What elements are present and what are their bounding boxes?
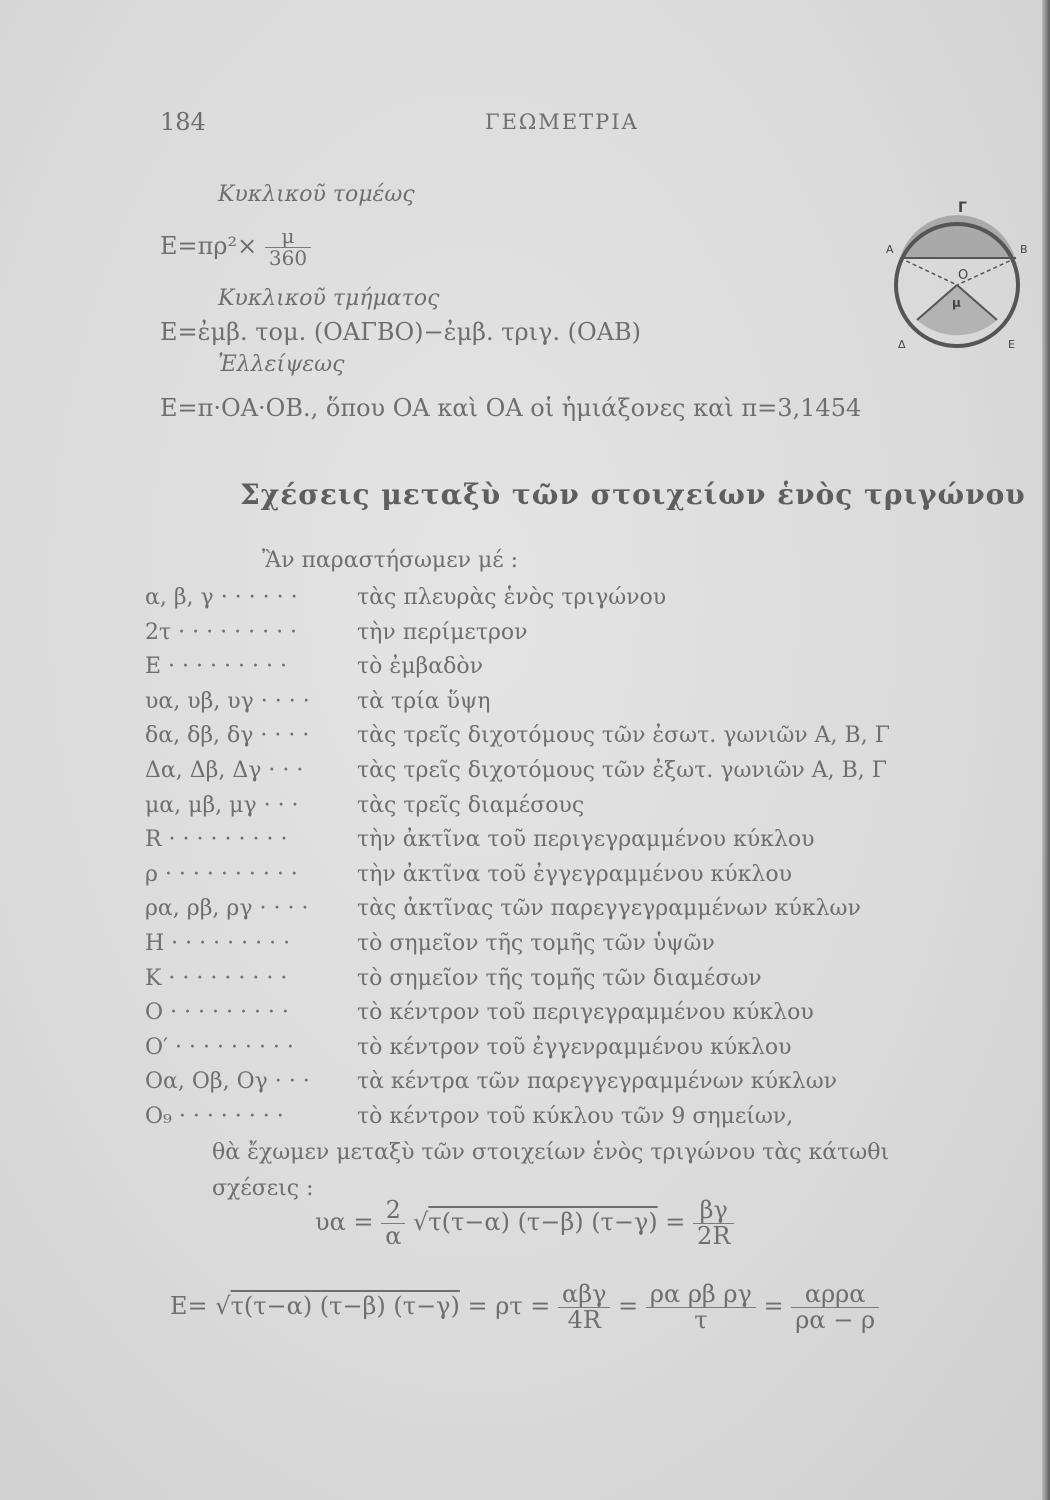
binding-edge-shadow (1042, 0, 1050, 1500)
symbol-term: Ο₉ · · · · · · · · (145, 1104, 284, 1129)
eq1-rnum: βγ (693, 1198, 734, 1224)
symbol-term: δα, δβ, δγ · · · · (145, 723, 310, 749)
symbol-row (145, 1104, 1025, 1136)
eq1-den: α (385, 1222, 402, 1251)
symbol-description: τὸ κέντρον τοῦ ἐγγενραμμένου κύκλου (357, 1034, 792, 1060)
label-a: Α (886, 243, 894, 256)
symbol-description: τὸ σημεῖον τῆς τομῆς τῶν διαμέσων (357, 965, 762, 991)
eq2-lhs: Ε= (170, 1292, 208, 1321)
symbol-row (145, 793, 1025, 825)
symbol-description: τὴν ἀκτῖνα τοῦ περιγεγραμμένου κύκλου (357, 827, 815, 853)
symbol-description: τὰς τρεῖς διαμέσους (357, 792, 585, 818)
ellipse-formula: Ε=π·ΟΑ·ΟΒ., ὅπου ΟΑ καὶ ΟΑ οἱ ἡμιάξονες καὶ π=3,1454 (160, 394, 862, 422)
symbol-description: τὸ κέντρον τοῦ περιγεγραμμένου κύκλου (357, 1000, 814, 1026)
symbol-term: υα, υβ, υγ · · · · (145, 688, 310, 714)
label-gamma: Γ (958, 200, 967, 216)
eq1-root: √τ(τ−α) (τ−β) (τ−γ) (413, 1208, 658, 1237)
symbol-term: ρα, ρβ, ργ · · · · (145, 896, 309, 922)
symbol-row (145, 620, 1025, 652)
sector-formula-left: Ε=πρ²× (160, 232, 258, 260)
ellipse-title: Ἐλλείψεως (218, 352, 345, 377)
radius-oa (900, 258, 957, 285)
circle-diagram (880, 195, 1050, 360)
symbol-term: Ο′ · · · · · · · · · (145, 1034, 294, 1060)
eq1-mid: = (665, 1208, 686, 1237)
symbol-description: τὸ ἐμβαδὸν (357, 654, 483, 680)
symbol-description: τὰ κέντρα τῶν παρεγγεγραμμένων κύκλων (357, 1069, 838, 1095)
intro-line: Ἂν παραστήσωμεν μέ : (262, 548, 519, 573)
label-b: Β (1020, 243, 1028, 256)
symbol-term: μα, μβ, μγ · · · (145, 792, 299, 818)
symbol-term: Δα, Δβ, Δγ · · · (145, 758, 304, 783)
symbol-row (145, 1000, 1025, 1032)
eq1-fraction (381, 1198, 405, 1249)
symbol-row (145, 689, 1025, 721)
symbol-row (145, 966, 1025, 998)
sector-num: μ (265, 226, 311, 248)
symbol-description: τὸ κέντρον τοῦ κύκλου τῶν 9 σημείων, (357, 1104, 794, 1129)
eq2-f3-num: αρρα (791, 1282, 879, 1308)
eq1-lhs: υα = (315, 1208, 374, 1237)
label-delta: Δ (898, 338, 906, 351)
symbol-term: Ε · · · · · · · · · (145, 654, 287, 680)
symbol-description: τὴν περίμετρον (357, 619, 528, 645)
eq1-radicand: τ(τ−α) (τ−β) (τ−γ) (428, 1208, 658, 1237)
section-heading: Σχέσεις μεταξὺ τῶν στοιχείων ἑνὸς τριγώνου (240, 478, 1026, 511)
symbol-row (145, 827, 1025, 859)
symbol-row (145, 654, 1025, 686)
eq2-f2-den: τ (694, 1306, 708, 1335)
eq2-fraction-1 (558, 1282, 610, 1333)
symbol-description: τὸ σημεῖον τῆς τομῆς τῶν ὑψῶν (357, 931, 715, 956)
eq2-root: √τ(τ−α) (τ−β) (τ−γ) (215, 1292, 460, 1321)
eq2-f3-den: ρα − ρ (795, 1306, 876, 1335)
symbol-term: R · · · · · · · · · (145, 827, 288, 853)
segment-title: Κυκλικοῦ τμήματος (218, 286, 440, 311)
symbol-description: τὰς ἀκτῖνας τῶν παρεγγεγραμμένων κύκλων (357, 896, 861, 922)
eq1-rden: 2R (697, 1222, 731, 1251)
eq2-f1-num: αβγ (558, 1282, 610, 1308)
eq2-mid: = ρτ = (467, 1292, 551, 1321)
sector-title: Κυκλικοῦ τομέως (218, 182, 415, 207)
label-e: Ε (1008, 338, 1015, 351)
symbol-row (145, 862, 1025, 894)
symbol-row (145, 896, 1025, 928)
symbol-row (145, 758, 1025, 790)
symbol-description: τὴν ἀκτῖνα τοῦ ἐγγεγραμμένου κύκλου (357, 861, 792, 887)
equation-2 (170, 1282, 879, 1333)
symbol-term: Η · · · · · · · · · (145, 931, 291, 956)
eq2-fraction-2 (646, 1282, 756, 1333)
eq2-equals-2: = (618, 1292, 639, 1321)
symbol-term: α, β, γ · · · · · · (145, 585, 298, 610)
symbol-description: τὰς τρεῖς διχοτόμους τῶν ἐσωτ. γωνιῶν Α, Β, Γ (357, 723, 890, 749)
symbol-row (145, 1069, 1025, 1101)
eq1-right-fraction (693, 1198, 734, 1249)
eq2-fraction-3 (791, 1282, 879, 1333)
symbol-term: 2τ · · · · · · · · · (145, 619, 298, 645)
symbol-row (145, 1035, 1025, 1067)
eq2-f1-den: 4R (567, 1306, 601, 1335)
closing-line-2: σχέσεις : (212, 1176, 314, 1201)
symbol-description: τὰ τρία ὕψη (357, 688, 491, 714)
symbol-term: Κ · · · · · · · · · (145, 965, 288, 991)
closing-line-1: θὰ ἔχωμεν μεταξὺ τῶν στοιχείων ἑνὸς τριγώνου τὰς κάτωθι (212, 1140, 890, 1165)
eq2-f2-num: ρα ρβ ργ (646, 1282, 756, 1308)
symbol-term: Οα, Οβ, Ογ · · · (145, 1069, 310, 1095)
sector-formula (160, 226, 311, 269)
eq2-equals-3: = (763, 1292, 784, 1321)
symbol-term: Ο · · · · · · · · · (145, 1000, 289, 1026)
symbol-description: τὰς πλευρὰς ἑνὸς τριγώνου (357, 585, 667, 610)
symbol-row (145, 931, 1025, 963)
running-title: ΓΕΩΜΕΤΡΙΑ (485, 110, 639, 134)
eq2-radicand: τ(τ−α) (τ−β) (τ−γ) (230, 1292, 460, 1321)
sector-den: 360 (268, 246, 308, 270)
equation-1 (315, 1198, 734, 1249)
segment-formula: Ε=ἐμβ. τομ. (ΟΑΓΒΟ)−ἐμβ. τριγ. (ΟΑΒ) (160, 318, 642, 346)
symbol-row (145, 585, 1025, 617)
symbol-row (145, 723, 1025, 755)
label-o: Ο (958, 268, 969, 283)
symbol-description: τὰς τρεῖς διχοτόμους τῶν ἐξωτ. γωνιῶν Α, Β, Γ (357, 758, 888, 783)
sector-fraction (265, 226, 311, 269)
eq1-num: 2 (381, 1198, 405, 1224)
symbol-term: ρ · · · · · · · · · · (145, 861, 298, 887)
page-number: 184 (160, 108, 206, 136)
label-mu: μ (952, 296, 961, 310)
